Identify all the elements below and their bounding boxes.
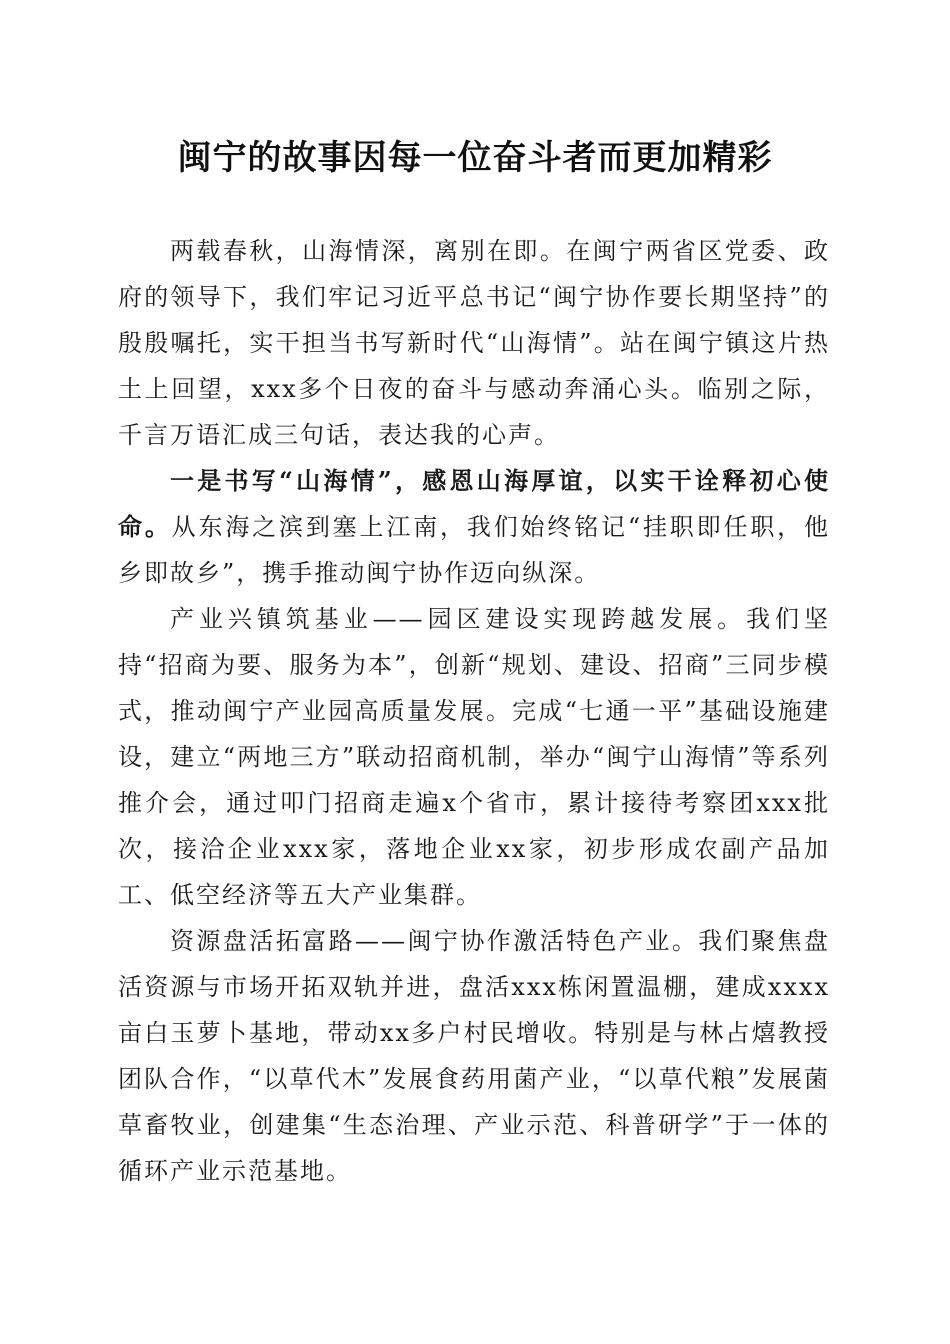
paragraph-resources <box>118 918 830 1194</box>
paragraph-industry <box>118 596 830 918</box>
paragraph-text: 两载春秋，山海情深，离别在即。在闽宁两省区党委、政府的领导下，我们牢记习近平总书记“闽宁协作要长期坚持”的殷殷嘱托，实干担当书写新时代“山海情”。站在闽宁镇这片热土上回望，xxx多个日夜的奋斗与感动奔涌心头。临别之际，千言万语汇成三句话，表达我的心声。 <box>118 237 830 449</box>
paragraph-point-one <box>118 458 830 596</box>
paragraph-text: 资源盘活拓富路——闽宁协作激活特色产业。我们聚焦盘活资源与市场开拓双轨并进，盘活xxx栋闲置温棚，建成xxxx亩白玉萝卜基地，带动xx多户村民增收。特别是与林占熺教授团队合作，“以草代木”发展食药用菌产业，“以草代粮”发展菌草畜牧业，创建集“生态治理、产业示范、科普研学”于一体的循环产业示范基地。 <box>118 927 830 1185</box>
paragraph-text: 从东海之滨到塞上江南，我们始终铭记“挂职即任职，他乡即故乡”，携手推动闽宁协作迈向纵深。 <box>118 513 830 587</box>
paragraph-bold-lead: 一是书写“山海情”，感恩山海厚谊，以实干诠释初心使命。 <box>118 466 830 541</box>
paragraph-text: 产业兴镇筑基业——园区建设实现跨越发展。我们坚持“招商为要、服务为本”，创新“规划、建设、招商”三同步模式，推动闽宁产业园高质量发展。完成“七通一平”基础设施建设，建立“两地三方”联动招商机制，举办“闽宁山海情”等系列推介会，通过叩门招商走遍x个省市，累计接待考察团xxx批次，接洽企业xxx家，落地企业xx家，初步形成农副产品加工、低空经济等五大产业集群。 <box>118 605 830 909</box>
document-body <box>118 228 830 1194</box>
document-title: 闽宁的故事因每一位奋斗者而更加精彩 <box>177 138 773 178</box>
paragraph-intro <box>118 228 830 458</box>
